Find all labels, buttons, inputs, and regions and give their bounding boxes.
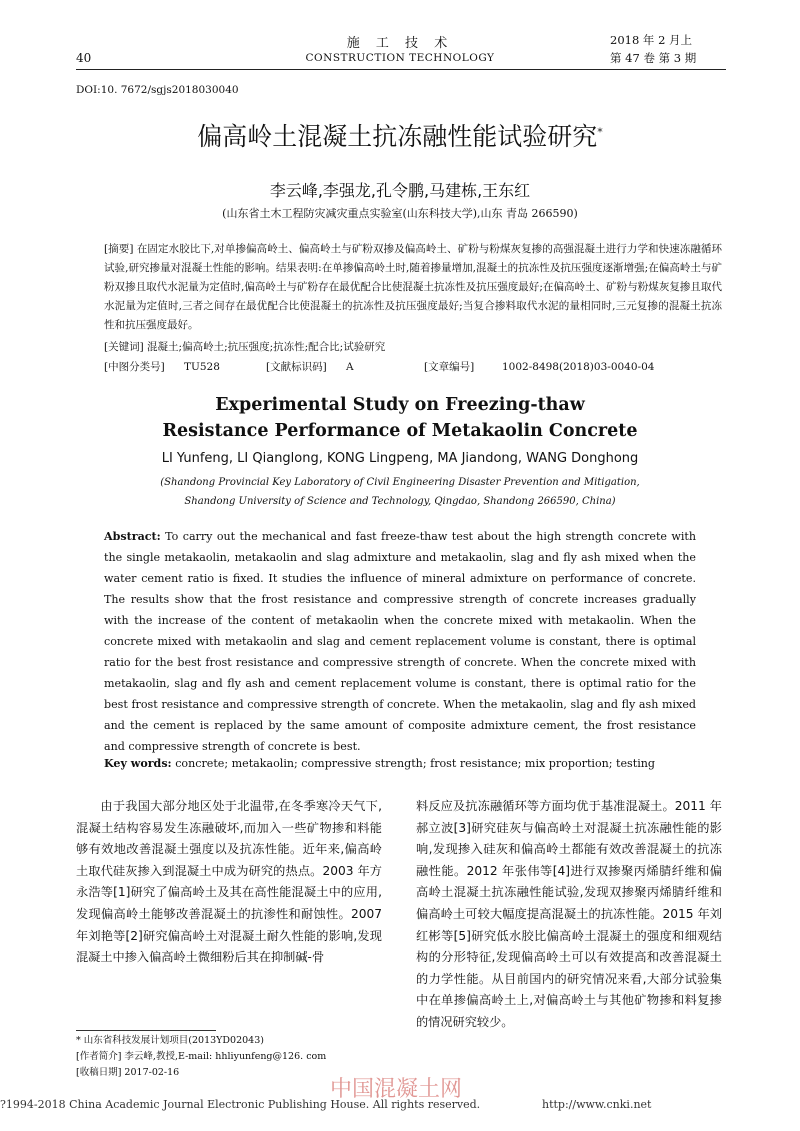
keywords-cn: [关键词] 混凝土;偏高岭土;抗压强度;抗冻性;配合比;试验研究 <box>104 341 386 353</box>
doc-code-label: [文献标识码] <box>266 361 327 373</box>
abstract-en-text: To carry out the mechanical and fast freeze-thaw test about the high strength concrete with the single metakaolin, metakaolin and slag admixture and metakaolin, slag and fly ash mixed when the water cement ratio is fixed. It studies the influence of mineral admixture on performance of concrete. The results show that the frost resistance and compressive strength of concrete increases gradually with the increase of the content of metakaolin when the concrete mixed with metakaolin. When the concrete mixed with metakaolin and slag and cement replacement volume is constant, there is optimal ratio for the best frost resistance and compressive strength of concrete. When the concrete mixed with metakaolin, slag and fly ash and cement replacement volume is constant, there is optimal ratio for the best frost resistance and compressive strength of concrete. When the metakaolin, slag and fly ash mixed and the cement is replaced by the same amount of composite admixture cement, the frost resistance and compressive strength of concrete is best. <box>104 530 696 753</box>
abstract-en <box>104 526 696 757</box>
keywords-en <box>104 757 724 770</box>
body-text-left-column: 由于我国大部分地区处于北温带,在冬季寒冷天气下,混凝土结构容易发生冻融破坏,而加入一些矿物掺和料能够有效地改善混凝土强度以及抗冻性能。近年来,偏高岭土取代硅灰掺入到混凝土中成为研究的热点。2003 年方永浩等[1]研究了偏高岭土及其在高性能混凝土中的应用,发现偏高岭土能够改善混凝土的抗渗性和耐蚀性。2007 年刘艳等[2]研究偏高岭土对混凝土耐久性能的影响,发现混凝土中掺入偏高岭土微细粉后其在抑制碱-骨 <box>76 799 382 965</box>
title-cn <box>0 117 800 153</box>
affiliation-en-line-1: (Shandong Provincial Key Laboratory of Civil Engineering Disaster Prevention and Mitigation, <box>160 477 640 488</box>
footnote-received: [收稿日期] 2017-02-16 <box>76 1067 180 1078</box>
header-rule <box>76 69 726 70</box>
affiliation-cn: (山东省土木工程防灾减灾重点实验室(山东科技大学),山东 青岛 266590) <box>222 207 578 220</box>
footnote-author-bio: [作者简介] 李云峰,教授,E-mail: hhliyunfeng@126. com <box>76 1051 327 1062</box>
title-cn-text: 偏高岭土混凝土抗冻融性能试验研究 <box>197 122 598 151</box>
affiliation-en <box>0 473 800 511</box>
title-footnote-mark: * <box>597 125 603 139</box>
affiliation-en-line-2: Shandong University of Science and Technology, Qingdao, Shandong 266590, China) <box>184 496 616 507</box>
source-site-link[interactable]: http://www.cnki.net <box>542 1098 652 1111</box>
article-no-value: 1002-8498(2018)03-0040-04 <box>502 361 655 373</box>
abstract-en-label: Abstract: <box>104 530 161 543</box>
keywords-en-label: Key words: <box>104 757 172 770</box>
clc-value: TU528 <box>184 361 220 373</box>
copyright-line: ?1994-2018 China Academic Journal Electronic Publishing House. All rights reserved. <box>0 1098 481 1111</box>
clc-label: [中图分类号] <box>104 361 165 373</box>
issue-volume: 第 47 卷 第 3 期 <box>610 51 697 65</box>
issue-date: 2018 年 2 月上 <box>610 33 693 47</box>
journal-name-cn: 施 工 技 术 <box>346 36 454 51</box>
journal-name-en: CONSTRUCTION TECHNOLOGY <box>305 52 495 64</box>
abstract-cn: [摘要] 在固定水胶比下,对单掺偏高岭土、偏高岭土与矿粉双掺及偏高岭土、矿粉与粉煤灰复掺的高强混凝土进行力学和快速冻融循环试验,研究掺量对混凝土性能的影响。结果表明:在单掺偏高岭土时,随着掺量增加,混凝土的抗冻性及抗压强度逐渐增强;在偏高岭土与矿粉双掺且取代水泥量为定值时,偏高岭土与矿粉存在最优配合比使混凝土抗冻性及抗压强度最好;在偏高岭土、矿粉与粉煤灰复掺且取代水泥量为定值时,三者之间存在最优配合比使混凝土的抗冻性及抗压强度最好;当复合掺料取代水泥的量相同时,三元复掺的混凝土抗冻性和抗压强度最好。 <box>104 243 722 331</box>
body-text-right-column: 料反应及抗冻融循环等方面均优于基准混凝土。2011 年郝立波[3]研究硅灰与偏高岭土对混凝土抗冻融性能的影响,发现掺入硅灰和偏高岭土都能有效改善混凝土的抗冻融性能。2012 年张伟等[4]进行双掺聚丙烯腈纤维和偏高岭土混凝土抗冻融性能试验,发现双掺聚丙烯腈纤维和偏高岭土可较大幅度提高混凝土的抗冻性能。2015 年刘红彬等[5]研究低水胶比偏高岭土混凝土的强度和细观结构的分形特征,发现偏高岭土可以有效提高和改善混凝土的力学性能。从目前国内的研究情况来看,大部分试验集中在单掺偏高岭土上,对偏高岭土与其他矿物掺和料复掺的情况研究较少。 <box>416 799 722 1029</box>
keywords-en-text: concrete; metakaolin; compressive strength; frost resistance; mix proportion; testing <box>175 757 656 770</box>
footnote-rule <box>76 1030 216 1031</box>
doi: DOI:10. 7672/sgjs2018030040 <box>76 84 239 96</box>
watermark-logo: 中国混凝土网 <box>330 1077 463 1102</box>
article-no-label: [文章编号] <box>424 361 475 373</box>
doc-code-value: A <box>346 361 354 373</box>
footnote-fund: * 山东省科技发展计划项目(2013YD02043) <box>76 1035 264 1046</box>
page-number: 40 <box>76 51 92 65</box>
authors-en: LI Yunfeng, LI Qianglong, KONG Lingpeng, MA Jiandong, WANG Donghong <box>161 451 639 466</box>
authors-cn: 李云峰,李强龙,孔令鹏,马建栋,王东红 <box>269 181 531 200</box>
title-en: Experimental Study on Freezing-thaw Resistance Performance of Metakaolin Concrete <box>162 395 638 441</box>
